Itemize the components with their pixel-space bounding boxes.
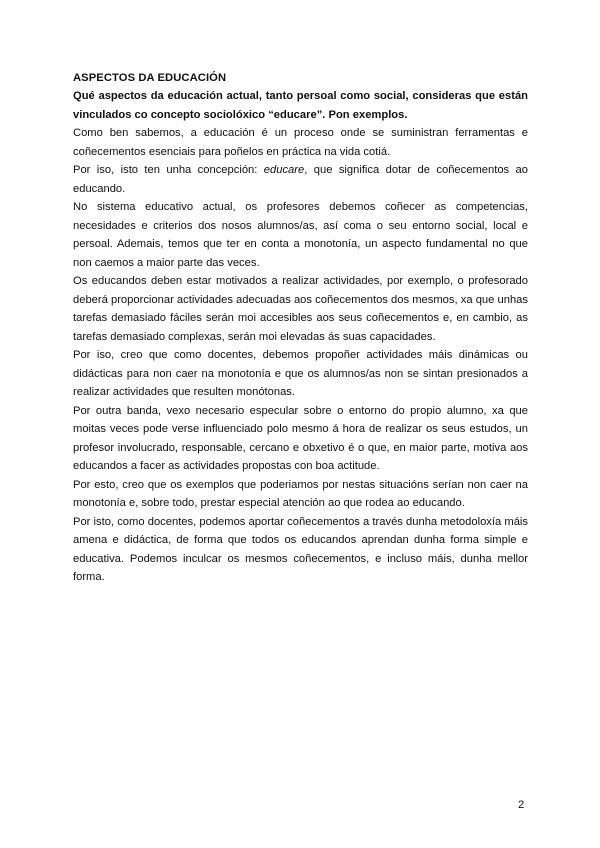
paragraph-6: Por outra banda, vexo necesario especular sobre o entorno do propio alumno, xa que moitas veces pode verse influenciado polo mesmo á hora de realizar os seus estudos, un profesor involucrado, responsable, cercano e obxetivo é o que, en maior parte, motiva aos educandos a facer as actividades propostas con boa actitude.: [73, 404, 528, 472]
paragraph-7: Por esto, creo que os exemplos que poderiamos por nestas situacións serían non caer na monotonía e, sobre todo, prestar especial atención ao que rodea ao educando.: [73, 478, 528, 509]
document-body: [73, 70, 528, 587]
paragraph-2-before: Por iso, isto ten unha concepción:: [73, 164, 264, 176]
section-heading: ASPECTOS DA EDUCACIÓN: [73, 72, 227, 84]
paragraph-8: Por isto, como docentes, podemos aportar coñecementos a través dunha metodoloxía máis amena e didáctica, de forma que todos os educandos aprendan dunha forma simple e educativa. Podemos inculcar os mesmos coñecementos, e incluso máis, dunha mellor forma.: [73, 515, 528, 583]
paragraph-4: Os educandos deben estar motivados a realizar actividades, por exemplo, o profesorado deberá proporcionar actividades adecuadas aos coñecementos dos mesmos, xa que unhas tarefas demasiado fáciles serán moi accesibles aos seus coñecementos e, en cambio, as tarefas demasiado complexas, serán moi elevadas ás suas capacidades.: [73, 275, 528, 343]
paragraph-1: Como ben sabemos, a educación é un proceso onde se suministran ferramentas e coñecementos esenciais para poñelos en práctica na vida cotiá.: [73, 127, 528, 158]
paragraph-5: Por iso, creo que como docentes, debemos propoñer actividades máis dinámicas ou didácticas para non caer na monotonía e que os alumnos/as non se sintan presionados a realizar actividades que resulten monótonas.: [73, 349, 528, 398]
paragraph-2-after: , que significa dotar de coñecementos ao educando.: [73, 164, 528, 195]
paragraph-2: [73, 161, 528, 198]
page-number: 2: [518, 799, 525, 811]
paragraph-3: No sistema educativo actual, os profesores debemos coñecer as competencias, necesidades e criterios dos nosos alumnos/as, así coma o seu entorno social, local e persoal. Ademais, temos que ter en conta a monotonía, un aspecto fundamental no que non caemos a maior parte das veces.: [73, 201, 528, 269]
educare-term: educare: [263, 164, 305, 176]
question-text: Qué aspectos da educación actual, tanto persoal como social, consideras que están vinculados co concepto sociolóxico “educare”. Pon exemplos.: [73, 90, 528, 121]
